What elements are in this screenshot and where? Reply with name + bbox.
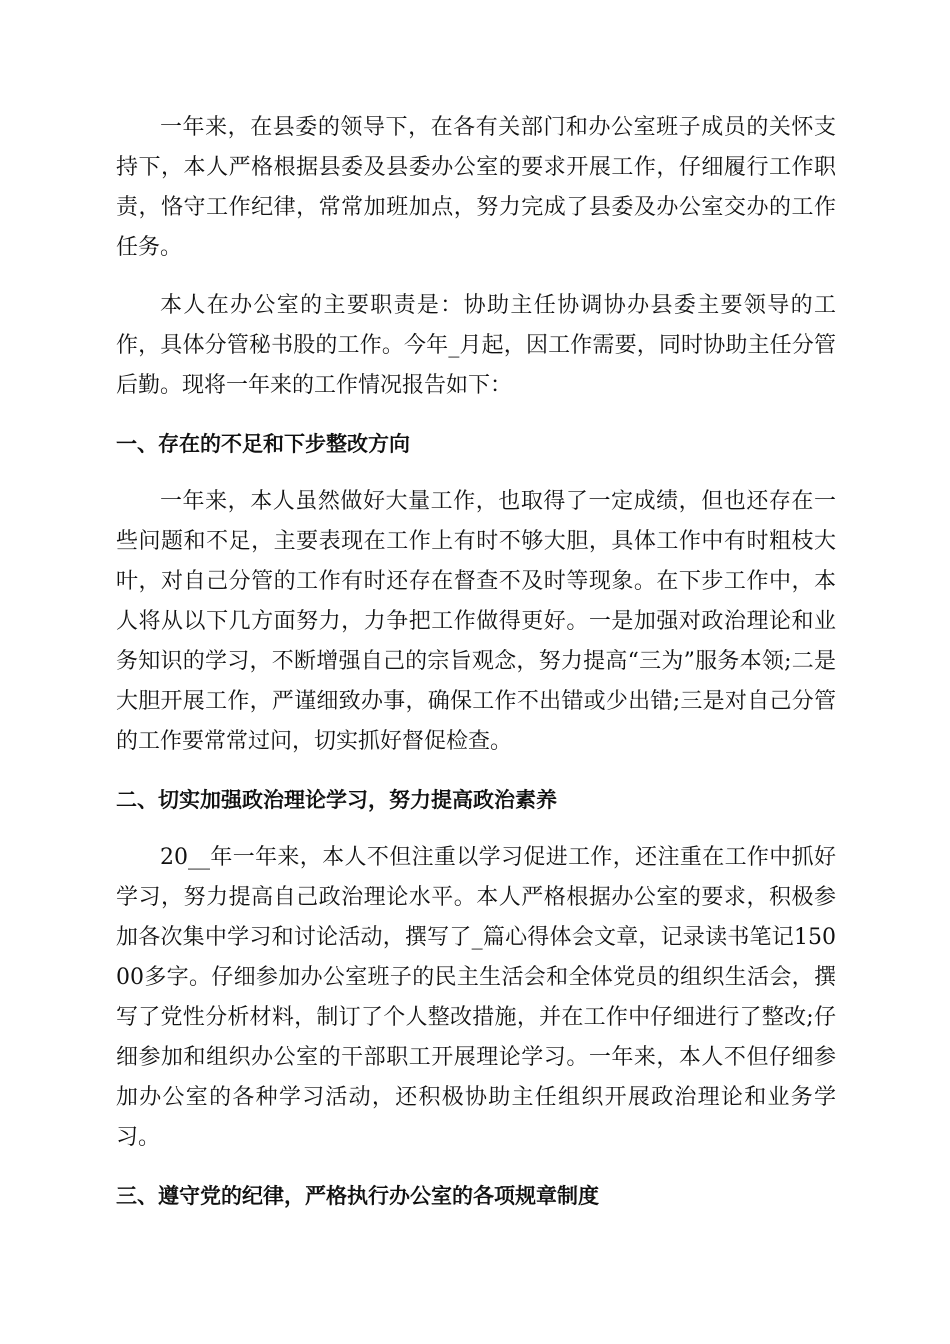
section-1-paragraph: 一年来，本人虽然做好大量工作，也取得了一定成绩，但也还存在一些问题和不足，主要表现在工作上有时不够大胆，具体工作中有时粗枝大叶，对自己分管的工作有时还存在督查不及时等现象。在下步工作中，本人将从以下几方面努力，力争把工作做得更好。一是加强对政治理论和业务知识的学习，不断增强自己的宗旨观念，努力提高“三为”服务本领;二是大胆开展工作，严谨细致办事，确保工作不出错或少出错;三是对自己分管的工作要常常过问，切实抓好督促检查。	[116, 489, 836, 754]
duties-paragraph: 本人在办公室的主要职责是：协助主任协调协办县委主要领导的工作，具体分管秘书股的工作。今年_月起，因工作需要，同时协助主任分管后勤。现将一年来的工作情况报告如下：	[116, 293, 836, 398]
section-heading-2: 二、切实加强政治理论学习，努力提高政治素养	[116, 788, 557, 812]
document-body	[116, 108, 836, 1234]
section-heading-3: 三、遵守党的纪律，严格执行办公室的各项规章制度	[116, 1184, 599, 1208]
section-heading-1: 一、存在的不足和下步整改方向	[116, 432, 410, 456]
intro-paragraph: 一年来，在县委的领导下，在各有关部门和办公室班子成员的关怀支持下，本人严格根据县委及县委办公室的要求开展工作，仔细履行工作职责，恪守工作纪律，常常加班加点，努力完成了县委及办公室交办的工作任务。	[116, 115, 836, 260]
section-2-paragraph: 20__年一年来，本人不但注重以学习促进工作，还注重在工作中抓好学习，努力提高自己政治理论水平。本人严格根据办公室的要求，积极参加各次集中学习和讨论活动，撰写了_篇心得体会文章，记录读书笔记15000多字。仔细参加办公室班子的民主生活会和全体党员的组织生活会，撰写了党性分析材料，制订了个人整改措施，并在工作中仔细进行了整改;仔细参加和组织办公室的干部职工开展理论学习。一年来，本人不但仔细参加办公室的各种学习活动，还积极协助主任组织开展政治理论和业务学习。	[116, 845, 836, 1150]
